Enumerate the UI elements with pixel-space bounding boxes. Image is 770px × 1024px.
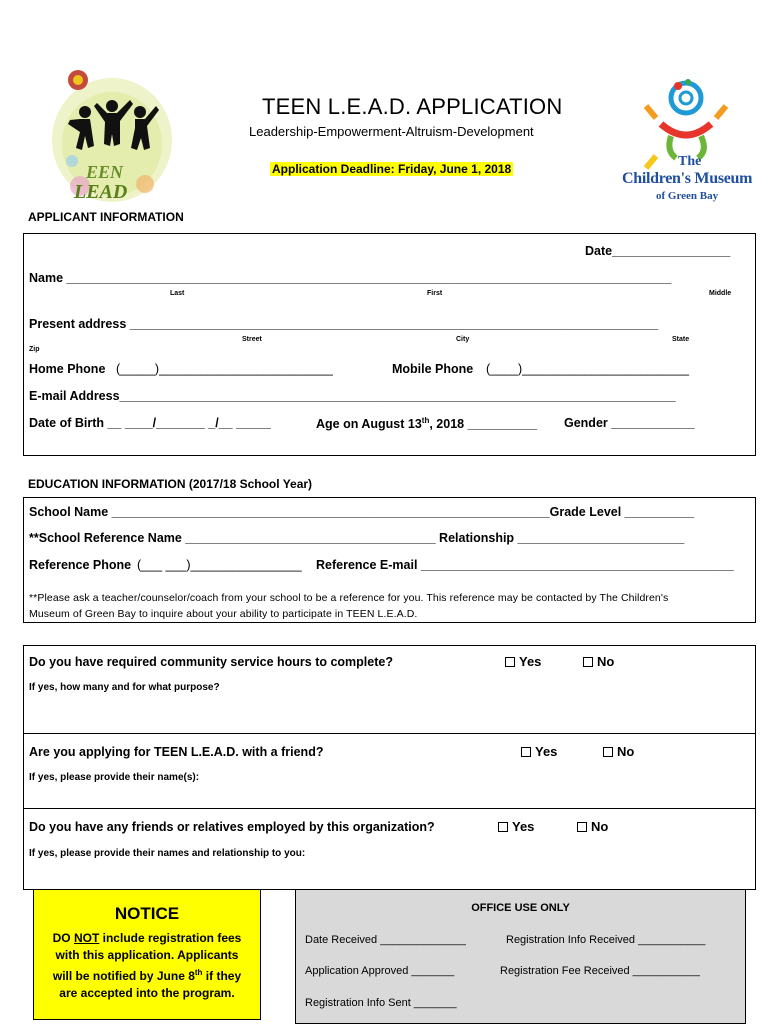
museum-logo-the: The	[678, 154, 702, 169]
notice-line-1-post: include registration fees	[99, 931, 242, 945]
address-city-label: City	[456, 336, 470, 343]
no-label: No	[591, 819, 609, 834]
friend-answer-area[interactable]	[29, 786, 749, 806]
teen-lead-logo	[50, 66, 175, 206]
community-service-answer-area[interactable]	[29, 698, 749, 730]
notice-body	[34, 930, 260, 1002]
notice-box	[33, 889, 261, 1020]
age-label-pre: Age on August 13	[316, 417, 422, 432]
application-approved-field[interactable]: Application Approved _______	[305, 965, 455, 977]
notice-line-3-sup: th	[194, 968, 203, 977]
office-use-title: OFFICE USE ONLY	[471, 902, 570, 914]
relatives-answer-area[interactable]	[29, 862, 749, 886]
community-service-yes-option[interactable]	[505, 654, 541, 669]
checkbox-icon[interactable]	[521, 747, 531, 757]
date-field[interactable]: Date_________________	[585, 244, 731, 258]
community-service-no-option[interactable]	[583, 654, 614, 669]
yes-label: Yes	[535, 744, 558, 759]
registration-info-sent-field[interactable]: Registration Info Sent _______	[305, 997, 457, 1009]
notice-not-emphasis: NOT	[73, 931, 100, 945]
address-state-label: State	[672, 336, 690, 343]
yes-label: Yes	[519, 654, 542, 669]
address-field[interactable]: Present address ____________________________________________________________________________	[29, 317, 659, 331]
school-reference-field[interactable]: **School Reference Name ____________________________________ Relationship ________________________	[29, 531, 685, 545]
home-phone-field[interactable]: (_____)_________________________	[116, 362, 333, 376]
reference-phone-field[interactable]: (___ ___)________________	[137, 558, 302, 572]
mobile-phone-field[interactable]: (____)________________________	[486, 362, 689, 376]
question-applying-with-friend: Are you applying for TEEN L.E.A.D. with a friend?	[29, 745, 324, 759]
education-section-title: EDUCATION INFORMATION (2017/18 School Year)	[28, 477, 313, 491]
no-label: No	[617, 744, 635, 759]
notice-line-1-pre: DO	[52, 931, 74, 945]
address-zip-label: Zip	[29, 346, 40, 353]
friend-no-option[interactable]	[603, 744, 634, 759]
address-street-label: Street	[242, 336, 262, 343]
registration-info-received-field[interactable]: Registration Info Received ___________	[506, 934, 706, 946]
reference-phone-label: Reference Phone	[29, 558, 132, 572]
notice-line-3-post: if they	[202, 969, 242, 983]
reference-note-line2: Museum of Green Bay to inquire about your ability to participate in TEEN L.E.A.D.	[29, 608, 418, 620]
relatives-followup: If yes, please provide their names and relationship to you:	[29, 848, 306, 859]
museum-logo-name: Children's Museum	[622, 170, 753, 187]
home-phone-label: Home Phone	[29, 362, 106, 376]
age-field[interactable]	[316, 416, 537, 431]
question-relatives-employed: Do you have any friends or relatives employed by this organization?	[29, 820, 435, 834]
reference-email-field[interactable]: Reference E-mail _____________________________________________	[316, 558, 734, 572]
office-use-box	[295, 889, 746, 1024]
name-middle-label: Middle	[709, 290, 732, 297]
page-subtitle: Leadership-Empowerment-Altruism-Development	[249, 124, 534, 139]
date-received-field[interactable]: Date Received ______________	[305, 934, 466, 946]
date-of-birth-field[interactable]: Date of Birth __ ____/_______ _/__ _____	[29, 416, 271, 430]
questions-divider-1	[23, 733, 756, 734]
checkbox-icon[interactable]	[498, 822, 508, 832]
name-last-label: Last	[170, 290, 185, 297]
email-field[interactable]: E-mail Address________________________________________________________________________________	[29, 389, 676, 403]
name-first-label: First	[427, 290, 443, 297]
question-community-service: Do you have required community service hours to complete?	[29, 655, 393, 669]
notice-line-2: with this application. Applicants	[55, 948, 239, 962]
age-label-sup: th	[421, 416, 430, 425]
notice-title: NOTICE	[114, 904, 180, 923]
reference-note-line1: **Please ask a teacher/counselor/coach from your school to be a reference for you. This reference may be contacted by The Children's	[29, 592, 669, 604]
notice-line-3-pre: will be notified by June 8	[52, 969, 195, 983]
gender-field[interactable]: Gender ____________	[564, 416, 695, 430]
age-label-post: , 2018 __________	[429, 417, 538, 432]
relatives-yes-option[interactable]	[498, 819, 534, 834]
applicant-section-title: APPLICANT INFORMATION	[28, 210, 184, 224]
mobile-phone-label: Mobile Phone	[392, 362, 474, 376]
name-field[interactable]: Name _______________________________________________________________________________________	[29, 271, 672, 285]
community-service-followup: If yes, how many and for what purpose?	[29, 682, 220, 693]
registration-fee-received-field[interactable]: Registration Fee Received ___________	[500, 965, 700, 977]
museum-logo-location: of Green Bay	[656, 190, 719, 202]
checkbox-icon[interactable]	[583, 657, 593, 667]
checkbox-icon[interactable]	[505, 657, 515, 667]
svg-text:LEAD: LEAD	[74, 181, 128, 203]
yes-label: Yes	[512, 819, 535, 834]
teen-lead-logo-text: EEN	[86, 162, 124, 182]
notice-line-3	[34, 964, 260, 985]
page-title: TEEN L.E.A.D. APPLICATION	[262, 94, 563, 119]
checkbox-icon[interactable]	[577, 822, 587, 832]
notice-line-4: are accepted into the program.	[59, 986, 235, 1000]
relatives-no-option[interactable]	[577, 819, 608, 834]
friend-yes-option[interactable]	[521, 744, 557, 759]
questions-divider-2	[23, 808, 756, 809]
school-name-field[interactable]: School Name _______________________________________________________________Grade Level __________	[29, 505, 695, 519]
friend-followup: If yes, please provide their name(s):	[29, 772, 200, 783]
notice-line-1	[34, 930, 260, 947]
checkbox-icon[interactable]	[603, 747, 613, 757]
no-label: No	[597, 654, 615, 669]
application-deadline: Application Deadline: Friday, June 1, 2018	[272, 162, 512, 176]
childrens-museum-logo	[616, 76, 751, 208]
